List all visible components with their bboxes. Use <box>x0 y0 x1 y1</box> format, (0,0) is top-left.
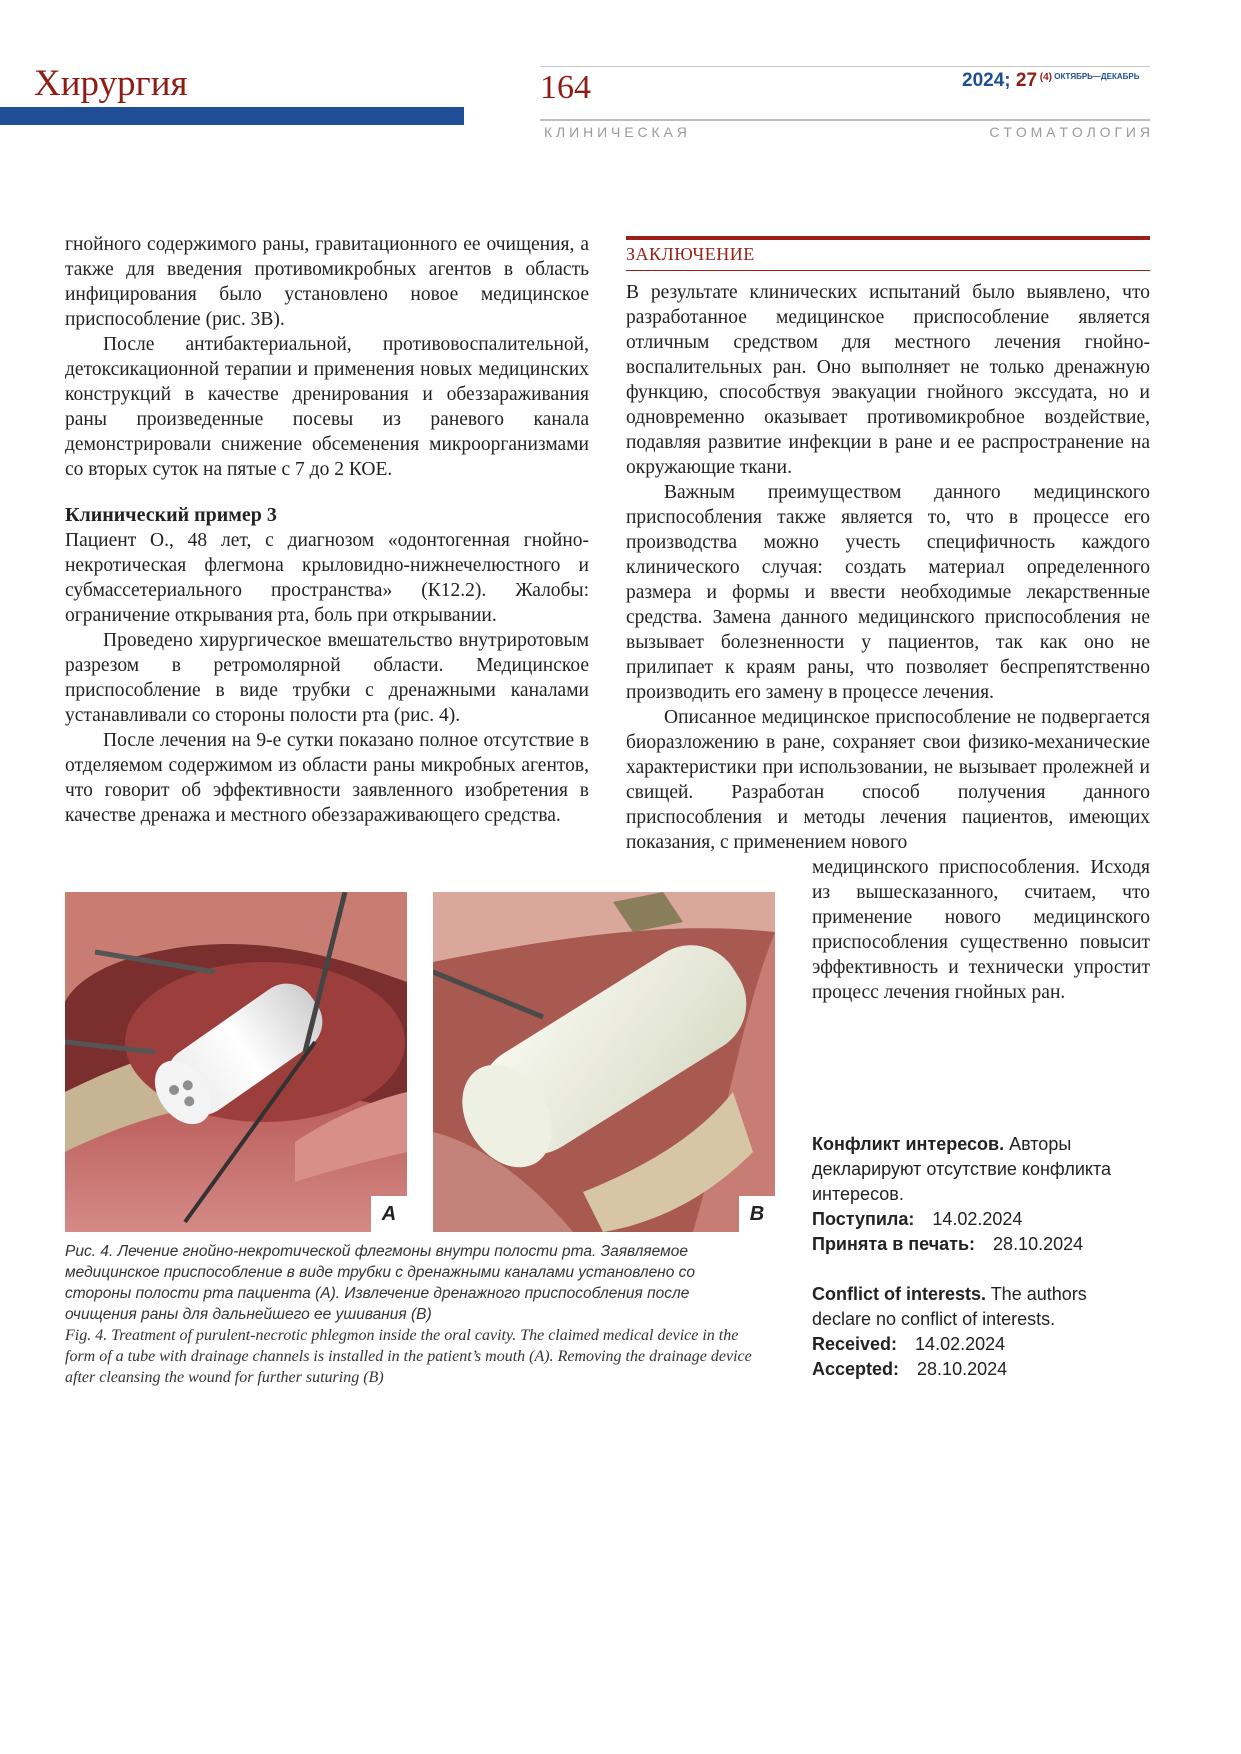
issue-year: 2024; <box>962 70 1016 91</box>
received-date-ru: 14.02.2024 <box>932 1209 1023 1229</box>
section-color-bar <box>0 107 464 125</box>
accepted-row-ru <box>812 1232 1150 1257</box>
issue-volume: 27 <box>1015 70 1038 91</box>
paragraph: Проведено хирургическое вмешательство внутриротовым разрезом в ретромолярной области. Медицинское приспособление в виде трубки с дренажными каналами устанавливали со стороны полости рта (рис. 4). <box>65 630 589 726</box>
journal-name-word1: К Л И Н И Ч Е С К А Я <box>544 124 687 140</box>
paragraph: Важным преимуществом данного медицинского приспособления также является то, что в процессе его производства можно учесть специфичность каждого клинического случая: создать материал определенного размера и формы и ввести необходимые лекарственные средства. Замена данного медицинского приспособления не вызывает болезненности у пациентов, так как оно не прилипает к краям раны, что позволяет беспрепятственно производить его замену в процессе лечения. <box>626 482 1150 703</box>
conclusion-heading: ЗАКЛЮЧЕНИЕ <box>626 244 755 264</box>
page-number: 164 <box>540 69 591 106</box>
conflict-label-ru: Конфликт интересов. <box>812 1134 1005 1154</box>
section-title: Хирургия <box>34 63 188 104</box>
figure-photo-a <box>65 892 407 1232</box>
issue-info <box>962 70 1139 92</box>
accepted-label-en: Accepted: <box>812 1359 900 1379</box>
figure-label-b: B <box>739 1196 775 1232</box>
right-column <box>626 280 1150 855</box>
article-meta-en <box>812 1282 1150 1382</box>
caption-english: Fig. 4. Treatment of purulent-necrotic phlegmon inside the oral cavity. The claimed medical device in the form of a tube with drainage channels is installed in the patient’s mouth (A). Removing the drainage device after cleansing the wound for further suturing (B) <box>65 1327 752 1386</box>
left-column <box>65 232 589 828</box>
right-column-continuation <box>812 855 1150 1005</box>
caption-russian: Рис. 4. Лечение гнойно-некротической флегмоны внутри полости рта. Заявляемое медицинское приспособление в виде трубки с дренажными каналами установлено со стороны полости рта пациента (А). Извлечение дренажного приспособления после очищения раны для дальнейшего ее ушивания (В) <box>65 1243 696 1323</box>
header-top-rule <box>540 66 1150 67</box>
accepted-label-ru: Принята в печать: <box>812 1234 976 1254</box>
accepted-date-en: 28.10.2024 <box>917 1359 1008 1379</box>
paragraph: После лечения на 9-е сутки показано полное отсутствие в отделяемом содержимом из области раны микробных агентов, что говорит об эффективности заявленного изобретения в качестве дренажа и местного обеззараживающего средства. <box>65 730 589 826</box>
received-row-en <box>812 1332 1150 1357</box>
paragraph: После антибактериальной, противовоспалительной, детоксикационной терапии и применения новых медицинских конструкций в качестве дренирования и обеззараживания раны произведенные посевы из раневого канала демонстрировали снижение обсеменения микроорганизмами со вторых суток на пятые с 7 до 2 КОЕ. <box>65 334 589 480</box>
paragraph: гнойного содержимого раны, гравитационного ее очищения, а также для введения противомикробных агентов в область инфицирования было установлено новое медицинское приспособление (рис. 3В). <box>65 234 589 330</box>
paragraph: В результате клинических испытаний было выявлено, что разработанное медицинское приспособление является отличным средством для местного лечения гнойно-воспалительных ран. Оно выполняет не только дренажную функцию, способствуя эвакуации гнойного экссудата, но и одновременно оказывает противомикробное воздействие, подавляя развитие инфекции в ране и ее распространение на окружающие ткани. <box>626 282 1150 478</box>
article-meta-ru <box>812 1132 1150 1257</box>
paragraph: Пациент О., 48 лет, с диагнозом «одонтогенная гнойно-некротическая флегмона крыловидно-нижнечелюстного и субмассетериального пространства» (К12.2). Жалобы: ограничение открывания рта, боль при открывании. <box>65 530 589 626</box>
issue-months: ОКТЯБРЬ—ДЕКАБРЬ <box>1052 72 1140 81</box>
received-row-ru <box>812 1207 1150 1232</box>
issue-number: (4) <box>1037 72 1053 83</box>
conclusion-rule-bottom <box>626 270 1150 271</box>
accepted-row-en <box>812 1357 1150 1382</box>
case-heading: Клинический пример 3 <box>65 504 277 526</box>
conflict-text-ru: Авторы декларируют отсутствие конфликта интересов. <box>812 1134 1112 1204</box>
received-label-en: Received: <box>812 1334 898 1354</box>
journal-name <box>544 124 1150 140</box>
journal-name-word2: С Т О М А Т О Л О Г И Я <box>989 124 1150 140</box>
conflict-text-en: The authors declare no conflict of interests. <box>812 1284 1087 1329</box>
figure-label-a: A <box>371 1196 407 1232</box>
paragraph: Описанное медицинское приспособление не подвергается биоразложению в ране, сохраняет свои физико-механические характеристики при использовании, не вызывает пролежней и свищей. Разработан способ получения данного приспособления и методы лечения пациентов, имеющих показания, с применением нового <box>626 707 1150 853</box>
figure-caption <box>65 1241 765 1388</box>
received-label-ru: Поступила: <box>812 1209 915 1229</box>
mouth-photo-illustration <box>433 892 775 1232</box>
accepted-date-ru: 28.10.2024 <box>993 1234 1084 1254</box>
paragraph: медицинского приспособления. Исходя из вышесказанного, считаем, что применение нового медицинского приспособления существенно повысит эффективность и технически упростит процесс лечения гнойных ран. <box>812 857 1150 1003</box>
conclusion-rule-top <box>626 236 1150 240</box>
received-date-en: 14.02.2024 <box>915 1334 1006 1354</box>
mouth-photo-illustration <box>65 892 407 1232</box>
conflict-label-en: Conflict of interests. <box>812 1284 987 1304</box>
header-journal-rule <box>540 119 1150 121</box>
conflict-statement-ru <box>812 1132 1150 1207</box>
conflict-statement-en <box>812 1282 1150 1332</box>
figure-photo-b <box>433 892 775 1232</box>
